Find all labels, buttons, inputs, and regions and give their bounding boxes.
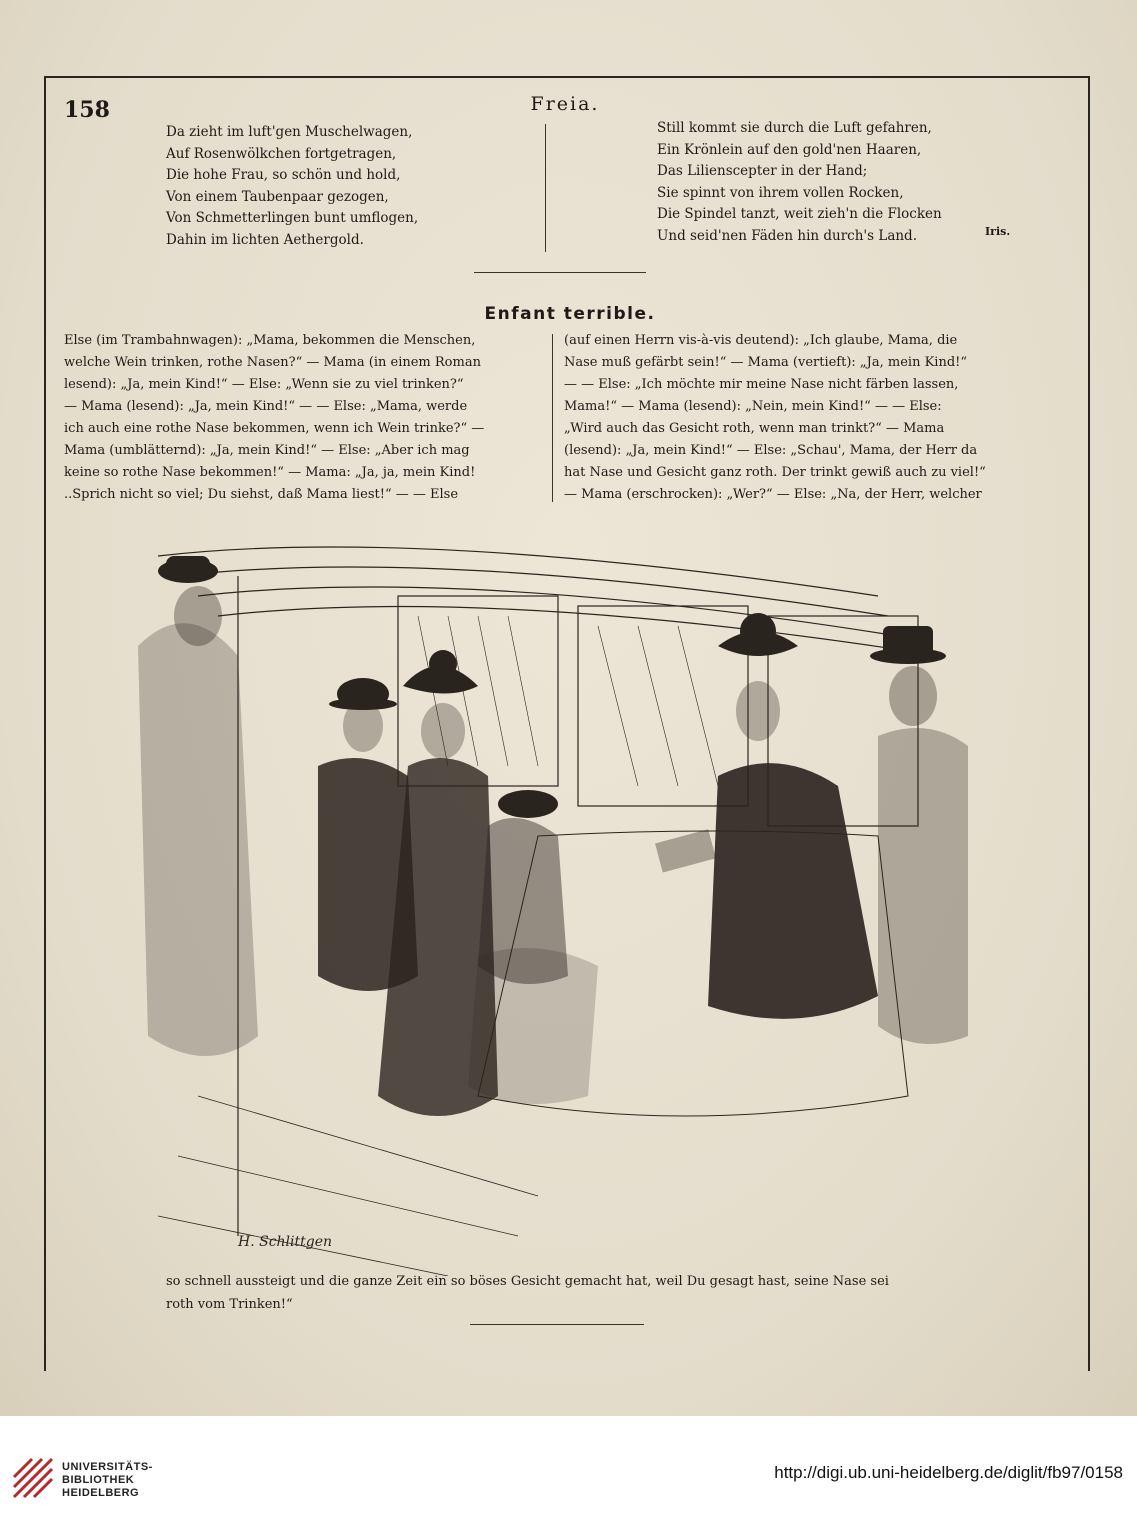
poem-left-stanza [166, 122, 418, 251]
story-line: „Wird auch das Gesicht roth, wenn man trinkt?“ — Mama [564, 421, 945, 436]
poem-line: Ein Krönlein auf den gold'nen Haaren, [657, 141, 922, 158]
library-logo-icon [10, 1455, 54, 1499]
journal-title: Freia. [530, 93, 600, 115]
poem-line: Sie spinnt von ihrem vollen Rocken, [657, 184, 904, 201]
source-url[interactable]: http://digi.ub.uni-heidelberg.de/diglit/fb97/0158 [774, 1463, 1123, 1482]
caption-line: so schnell aussteigt und die ganze Zeit ein so böses Gesicht gemacht hat, weil Du gesagt hast, seine Nase sei [166, 1274, 889, 1289]
poem-line: Die hohe Frau, so schön und hold, [166, 167, 401, 183]
story-line: lesend): „Ja, mein Kind!“ — Else: „Wenn sie zu viel trinken?“ [64, 377, 464, 392]
story-line: — — Else: „Ich möchte mir meine Nase nicht färben lassen, [564, 377, 959, 392]
story-line: ..Sprich nicht so viel; Du siehst, daß Mama liest!“ — — Else [64, 487, 459, 502]
story-line: — Mama (erschrocken): „Wer?“ — Else: „Na, der Herr, welcher [564, 487, 982, 502]
end-divider [470, 1324, 644, 1325]
story-title: Enfant terrible. [484, 304, 656, 324]
library-name-line: UNIVERSITÄTS- [62, 1461, 153, 1473]
story-column-left [64, 330, 544, 506]
poem-line: Das Lilienscepter in der Hand; [657, 163, 868, 179]
caption-line: roth vom Trinken!“ [166, 1297, 293, 1312]
poem-line: Die Spindel tanzt, weit zieh'n die Flocken [657, 206, 942, 222]
story-line: Nase muß gefärbt sein!“ — Mama (vertieft): „Ja, mein Kind!“ [564, 355, 968, 370]
library-name-line: HEIDELBERG [62, 1487, 140, 1499]
poem-line: Und seid'nen Fäden hin durch's Land. [657, 227, 917, 244]
page-number: 158 [64, 97, 110, 123]
story-line: hat Nase und Gesicht ganz roth. Der trinkt gewiß auch zu viel!“ [564, 465, 986, 480]
library-name-line: BIBLIOTHEK [62, 1474, 135, 1486]
poem-line: Still kommt sie durch die Luft gefahren, [657, 120, 932, 136]
story-line: (lesend): „Ja, mein Kind!“ — Else: „Schau', Mama, der Herr da [564, 443, 978, 458]
poem-line: Von einem Taubenpaar gezogen, [166, 188, 389, 205]
poem-line: Da zieht im luft'gen Muschelwagen, [166, 124, 413, 140]
section-divider [474, 272, 646, 273]
poem-signature: Iris. [985, 225, 1011, 238]
library-name [62, 1461, 153, 1500]
story-line: — Mama (lesend): „Ja, mein Kind!“ — — Else: „Mama, werde [64, 399, 468, 414]
tram-interior-illustration [118, 536, 998, 1276]
poem-column-rule [545, 124, 546, 252]
story-line: (auf einen Herrn vis-à-vis deutend): „Ich glaube, Mama, die [564, 333, 958, 348]
story-line: Mama!“ — Mama (lesend): „Nein, mein Kind!“ — — Else: [564, 399, 942, 414]
story-line: ich auch eine rothe Nase bekommen, wenn ich Wein trinke?“ — [64, 421, 485, 436]
story-column-rule [552, 334, 553, 502]
poem-right-stanza [657, 118, 942, 247]
story-column-right [564, 330, 1044, 506]
story-line: Else (im Trambahnwagen): „Mama, bekommen die Menschen, [64, 333, 476, 348]
story-caption [166, 1270, 966, 1316]
story-line: welche Wein trinken, rothe Nasen?“ — Mama (in einem Roman [64, 355, 481, 370]
artist-signature: H. Schlittgen [238, 1234, 333, 1250]
poem-line: Von Schmetterlingen bunt umflogen, [166, 210, 419, 226]
poem-line: Dahin im lichten Aethergold. [166, 231, 364, 248]
story-line: keine so rothe Nase bekommen!“ — Mama: „Ja, ja, mein Kind! [64, 465, 476, 480]
poem-line: Auf Rosenwölkchen fortgetragen, [166, 145, 397, 162]
story-line: Mama (umblätternd): „Ja, mein Kind!“ — Else: „Aber ich mag [64, 443, 470, 458]
